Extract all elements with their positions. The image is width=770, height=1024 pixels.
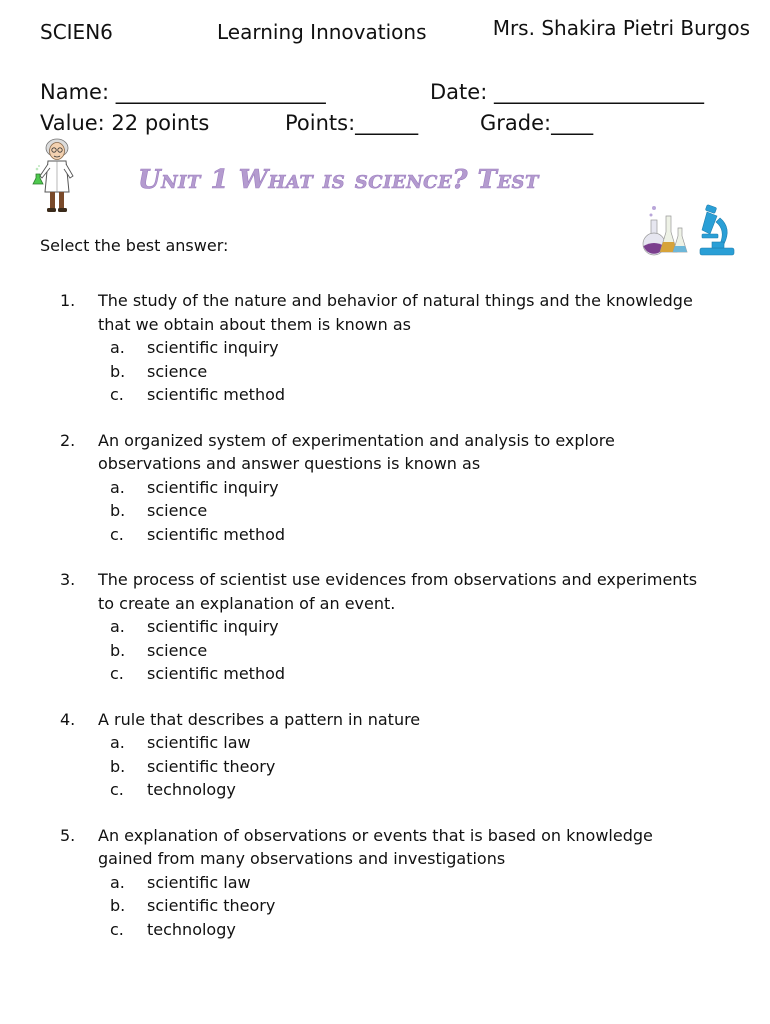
question-number: 1. — [60, 291, 76, 310]
answer-option[interactable] — [40, 336, 740, 360]
option-letter: a. — [110, 733, 125, 752]
lab-flasks-microscope-icon — [640, 202, 736, 262]
answer-option[interactable] — [40, 894, 740, 918]
question-text — [98, 708, 698, 732]
answer-option[interactable] — [40, 615, 740, 639]
value-label: Value: 22 points — [40, 111, 210, 135]
option-text: science — [147, 361, 208, 381]
question-number: 4. — [60, 709, 76, 729]
question-text-line: A rule that describes a pattern in nature — [98, 709, 421, 729]
questions-list — [40, 289, 740, 963]
question-item — [40, 289, 740, 407]
answer-option[interactable] — [40, 476, 740, 500]
question-text — [98, 824, 698, 871]
option-letter: c. — [110, 524, 124, 544]
answer-option[interactable] — [40, 662, 740, 686]
grade-field[interactable]: Grade:____ — [480, 111, 594, 135]
option-text: science — [147, 501, 208, 520]
answer-option[interactable] — [40, 918, 740, 942]
option-letter: a. — [110, 617, 125, 636]
question-item — [40, 568, 740, 686]
points-field[interactable]: Points:______ — [285, 111, 419, 135]
option-letter: c. — [110, 780, 124, 799]
question-text-line: to create an explanation of an event. — [98, 593, 396, 613]
question-item — [40, 429, 740, 547]
question-text-line: observations and answer questions is known as — [98, 454, 481, 473]
question-text — [98, 289, 698, 336]
answer-option[interactable] — [40, 360, 740, 384]
option-text: scientific inquiry — [147, 338, 279, 357]
name-field[interactable]: Name: ____________________ — [40, 80, 326, 104]
option-text: technology — [147, 919, 236, 939]
option-text: scientific inquiry — [147, 477, 279, 497]
option-text: scientific law — [147, 872, 251, 892]
option-letter: a. — [110, 338, 125, 357]
option-text: scientific method — [147, 385, 286, 404]
option-letter: c. — [110, 385, 124, 404]
option-letter: b. — [110, 361, 126, 381]
answer-option[interactable] — [40, 639, 740, 663]
option-text: scientific method — [147, 664, 286, 683]
answer-option[interactable] — [40, 731, 740, 755]
question-item — [40, 708, 740, 802]
option-text: scientific law — [147, 733, 251, 752]
test-title: Unit 1 What is science? Test — [138, 165, 539, 195]
question-text-line: An explanation of observations or events that is based on knowledge — [98, 825, 653, 845]
scientist-clipart-icon — [28, 136, 86, 216]
question-text — [98, 568, 698, 615]
question-number: 5. — [60, 825, 76, 845]
option-text: technology — [147, 780, 236, 799]
teacher-name: Mrs. Shakira Pietri Burgos — [492, 16, 750, 40]
option-letter: b. — [110, 756, 126, 776]
option-letter: a. — [110, 477, 125, 497]
option-letter: b. — [110, 501, 126, 520]
answer-option[interactable] — [40, 778, 740, 802]
answer-option[interactable] — [40, 383, 740, 407]
course-name: Learning Innovations — [217, 20, 427, 44]
option-text: scientific method — [147, 524, 286, 544]
option-text: scientific theory — [147, 896, 276, 915]
question-text-line: The process of scientist use evidences from observations and experiments — [98, 570, 698, 589]
question-text-line: An organized system of experimentation and analysis to explore — [98, 430, 615, 450]
option-text: science — [147, 640, 208, 660]
option-letter: a. — [110, 872, 125, 892]
answer-option[interactable] — [40, 871, 740, 895]
date-field[interactable]: Date: ____________________ — [430, 80, 704, 104]
header — [40, 16, 750, 50]
course-code: SCIEN6 — [40, 20, 113, 44]
question-item — [40, 824, 740, 942]
option-text: scientific inquiry — [147, 617, 279, 636]
option-letter: c. — [110, 664, 124, 683]
question-text-line: The study of the nature and behavior of natural things and the knowledge — [98, 291, 693, 310]
option-text: scientific theory — [147, 756, 276, 776]
answer-option[interactable] — [40, 499, 740, 523]
instruction-text: Select the best answer: — [40, 236, 229, 255]
answer-option[interactable] — [40, 755, 740, 779]
option-letter: b. — [110, 896, 126, 915]
option-letter: b. — [110, 640, 126, 660]
question-text-line: gained from many observations and investigations — [98, 849, 506, 868]
option-letter: c. — [110, 919, 124, 939]
question-number: 3. — [60, 570, 76, 589]
question-number: 2. — [60, 430, 76, 450]
question-text — [98, 429, 698, 476]
answer-option[interactable] — [40, 523, 740, 547]
question-text-line: that we obtain about them is known as — [98, 314, 411, 334]
